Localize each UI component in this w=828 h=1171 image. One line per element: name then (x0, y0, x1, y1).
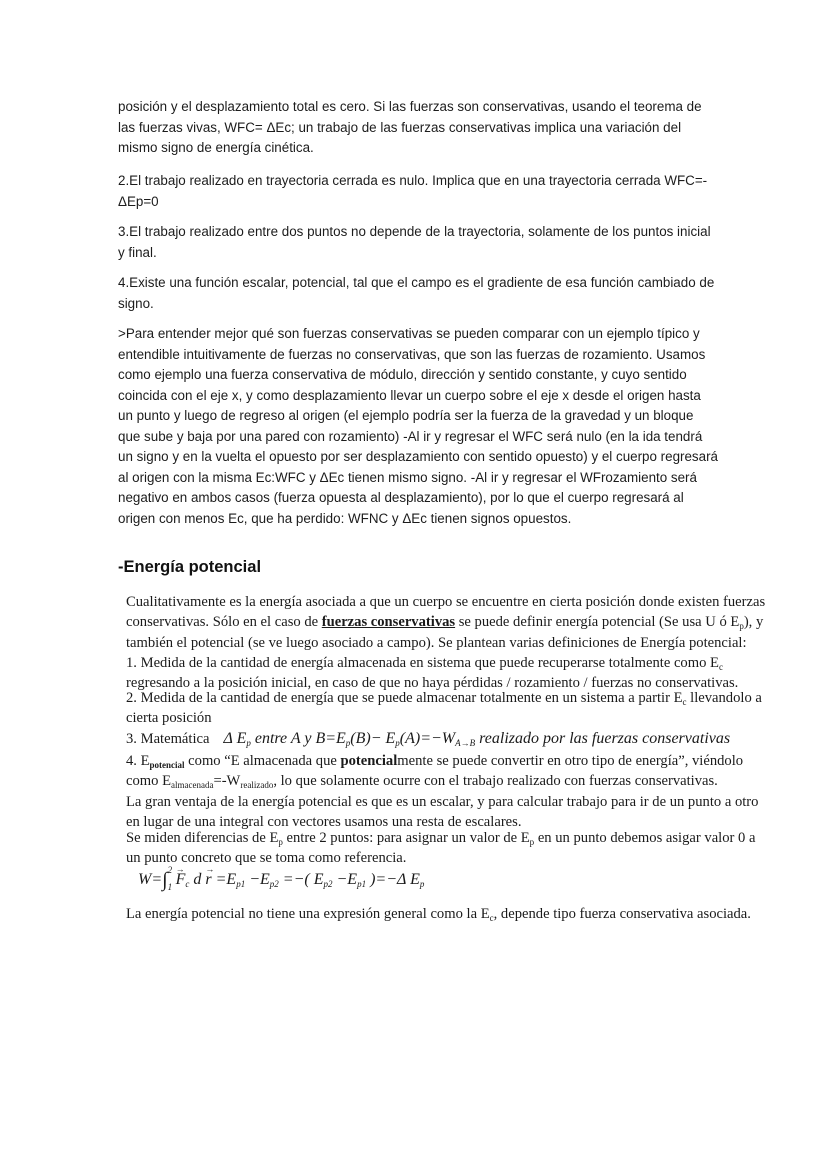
scan-definition-1: 1. Medida de la cantidad de energía almacenada en sistema que puede recuperarse totalmente como $E_c$ regresando a la posición inicial, en caso de que no haya pérdidas / rozamiento / fuerzas no conservativas. (126, 655, 739, 692)
paragraph-property-2: 2.El trabajo realizado en trayectoria cerrada es nulo. Implica que en una trayectoria cerrada WFC=-ΔEp=0 (118, 173, 708, 209)
scan-definition-4: 4. $E_{potencial}$ como “E almacenada que potencialmente se puede convertir en otro tipo de energía”, viéndolo como $E_{almacenada}=-W_{realizado}$, lo que solamente ocurre con el trabajo realizado con fuerzas conservativas. (126, 753, 744, 791)
scan-intro: Cualitativamente es la energía asociada a que un cuerpo se encuentre en cierta posición donde existen fuerzas conservativas. Sólo en el caso de fuerzas conservativas se puede definir energía potencial (Se usa U ó $E_p$), y también el potencial (se ve luego asociado a campo). Se plantean varias definiciones de Energía potencial: (126, 594, 766, 651)
scan-advantage: La gran ventaja de la energía potencial es que es un escalar, y para calcular trabajo para ir de un punto a otro en lugar de una integral con vectores usamos una resta de escalares. (126, 794, 759, 831)
work-integral-equation: W=∫ 2 1 → $F_c$ $d \to r =E_{p1} -E_{p2}$ =−( $E_{p2} -E_{p1}$ )=−Δ $E_p$ (138, 868, 783, 890)
paragraph-friction-example: >Para entender mejor qué son fuerzas conservativas se pueden comparar con un ejemplo típico y entendible intuitivamente de fuerzas no conservativas, que son las fuerzas de rozamiento. Usamos como ejemplo una fuerza conservativa de módulo, dirección y sentido constante, y cuyo sentido coincida con el eje x, y como desplazamiento llevar un cuerpo sobre el eje x desde el origen hasta un punto y luego de regreso al origen (el ejemplo podría ser la fuerza de la gravedad y un bloque que sube y baja por una pared con rozamiento) -Al ir y regresar el WFC será nulo (en la ida tendrá un signo y en la vuelta el opuesto por ser desplazamiento con sentido opuesto) y el cuerpo regresará al origen con la misma Ec:WFC y ΔEc tienen mismo signo. -Al ir y regresar el WFrozamiento será negativo en ambos casos (fuerza opuesta al desplazamiento), por lo que el cuerpo regresará al origen con menos Ec, que ha perdido: WFNC y ΔEc tienen signos opuestos. (118, 326, 718, 526)
formula-delta-ep: Δ $E_p$ entre A y $B=E_p(B)- E_p(A)=-W_{A\to B}$ realizado por las fuerzas conservativas (223, 730, 731, 748)
scan-definition-2: 2. Medida de la cantidad de energía que se puede almacenar totalmente en un sistema a partir $E_c$ llevandolo a cierta posición (126, 690, 762, 727)
scan-definition-3: 3. Matemática Δ $E_p$ entre A y $B=E_p(B)- E_p(A)=-W_{A\to B}$ realizado por las fuerzas conservativas (126, 730, 731, 748)
section-heading-potential-energy: -Energía potencial (118, 558, 262, 576)
paragraph-property-3: 3.El trabajo realizado entre dos puntos no depende de la trayectoria, solamente de los puntos inicial y final. (118, 224, 711, 260)
scan-differences: Se miden diferencias de $E_p$ entre 2 puntos: para asignar un valor de $E_p$ en un punto debemos asigar valor 0 a un punto concreto que se toma como referencia. (126, 830, 756, 867)
paragraph-closed-path-work: posición y el desplazamiento total es cero. Si las fuerzas son conservativas, usando el teorema de las fuerzas vivas, WFC= ΔEc; un trabajo de las fuerzas conservativas implica una variación del mismo signo de energía cinética. (118, 99, 702, 155)
scan-final-note: La energía potencial no tiene una expresión general como la $E_c$, depende tipo fuerza conservativa asociada. (126, 906, 751, 923)
term-conservative-forces: fuerzas conservativas (321, 614, 456, 631)
paragraph-property-4: 4.Existe una función escalar, potencial, tal que el campo es el gradiente de esa función cambiado de signo. (118, 275, 715, 311)
